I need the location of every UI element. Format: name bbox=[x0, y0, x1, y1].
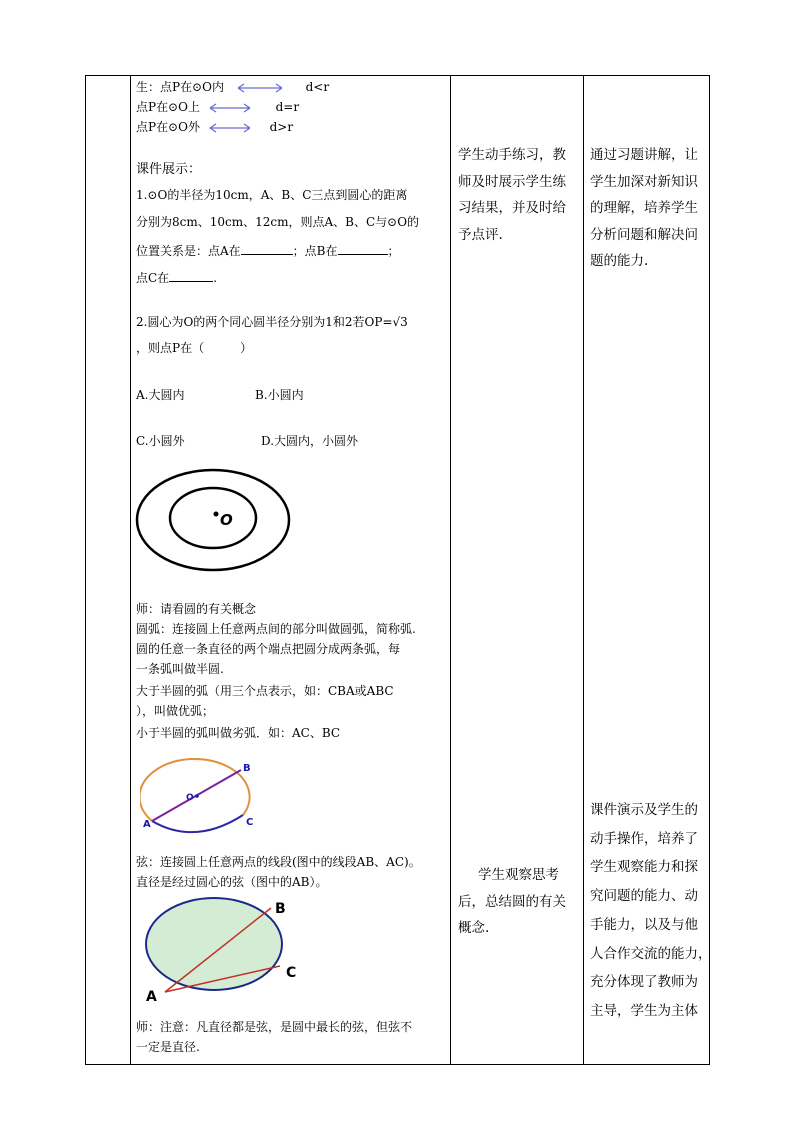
option-b: B.小圆内 bbox=[255, 388, 304, 402]
option-c: C.小圆外 bbox=[136, 434, 185, 448]
concentric-circles-figure bbox=[135, 468, 295, 578]
minor-arc bbox=[152, 815, 243, 832]
option-d: D.大圆内，小圆外 bbox=[261, 434, 359, 448]
label-a: A bbox=[146, 989, 157, 1005]
center-label: O bbox=[220, 511, 233, 529]
student-activity-block-1: 学生动手练习，教 师及时展示学生练 习结果，并及时给 予点评. bbox=[458, 147, 566, 243]
label-c: C bbox=[286, 965, 297, 981]
major-arc-line-1: 大于半圆的弧（用三个点表示，如：CBA或ABC bbox=[136, 684, 394, 698]
center-point bbox=[214, 512, 219, 517]
label-b: B bbox=[275, 901, 286, 917]
position-relation-line-3: 点P在⊙O外 d>r bbox=[136, 120, 294, 134]
design-intent-block-2: 课件演示及学生的 动手操作，培养了 学生观察能力和探 究问题的能力、动 手能力，以及与他 人合作交流的能力， 充分体现了教师为 主导，学生为主体 bbox=[590, 802, 712, 1019]
column-divider-3 bbox=[583, 76, 584, 1064]
question-1-line-2: 分别为8cm、10cm、12cm，则点A、B、C与⊙O的 bbox=[136, 215, 420, 229]
courseware-heading: 课件展示： bbox=[136, 162, 202, 177]
arc-definition-line-3: 一条弧叫做半圆. bbox=[136, 662, 224, 676]
double-arrow-icon bbox=[208, 103, 252, 113]
question-2-line-1: 2.圆心为O的两个同心圆半径分别为1和2若OP=√3 bbox=[136, 315, 408, 329]
double-arrow-icon bbox=[236, 83, 284, 93]
design-intent-block-1: 通过习题讲解，让 学生加深对新知识 的理解，培养学生 分析问题和解决问 题的能力. bbox=[590, 147, 698, 269]
inner-circle bbox=[170, 488, 256, 548]
chord-definition-line-1: 弦：连接圆上任意两点的线段(图中的线段AB、AC)。 bbox=[136, 855, 421, 869]
position-relation-line-2: 点P在⊙O上 d=r bbox=[136, 100, 300, 114]
concepts-intro: 师：请看圆的有关概念 bbox=[136, 602, 257, 616]
question-2-line-2: ，则点P在（ ） bbox=[136, 341, 253, 355]
column-divider-1 bbox=[130, 76, 131, 1064]
double-arrow-icon bbox=[208, 123, 252, 133]
student-activity-block-2: 学生观察思考 后，总结圆的有关 概念. bbox=[458, 867, 566, 936]
point-o bbox=[195, 794, 199, 798]
arc-definition-line-2: 圆的任意一条直径的两个端点把圆分成两条弧，每 bbox=[136, 642, 401, 656]
filled-circle bbox=[146, 898, 282, 990]
label-b: B bbox=[243, 763, 251, 774]
chord-figure bbox=[138, 895, 308, 1010]
position-relation-line-1: 生：点P在⊙O内 d<r bbox=[136, 80, 330, 94]
question-1-line-4: 点C在 . bbox=[136, 271, 218, 285]
question-1-line-3: 位置关系是：点A在 ；点B在 ； bbox=[136, 244, 400, 258]
arc-figure bbox=[140, 758, 270, 843]
major-arc bbox=[140, 759, 250, 821]
label-o: O bbox=[186, 793, 194, 803]
major-arc-line-2: ），叫做优弧； bbox=[136, 704, 215, 718]
option-a: A.大圆内 bbox=[136, 388, 185, 402]
chord-definition-line-2: 直径是经过圆心的弦（图中的AB）。 bbox=[136, 875, 328, 889]
note-line-2: 一定是直径. bbox=[136, 1040, 200, 1054]
label-a: A bbox=[143, 819, 151, 830]
question-1-line-1: 1.⊙O的半径为10cm，A、B、C三点到圆心的距离 bbox=[136, 188, 408, 202]
note-line-1: 师：注意：凡直径都是弦，是圆中最长的弦，但弦不 bbox=[136, 1020, 413, 1034]
minor-arc-line: 小于半圆的弧叫做劣弧．如：AC、BC bbox=[136, 726, 341, 740]
outer-circle bbox=[137, 470, 289, 570]
arc-definition-line-1: 圆弧：连接圆上任意两点间的部分叫做圆弧，简称弧. bbox=[136, 622, 416, 636]
label-c: C bbox=[246, 817, 254, 828]
column-divider-2 bbox=[450, 76, 451, 1064]
